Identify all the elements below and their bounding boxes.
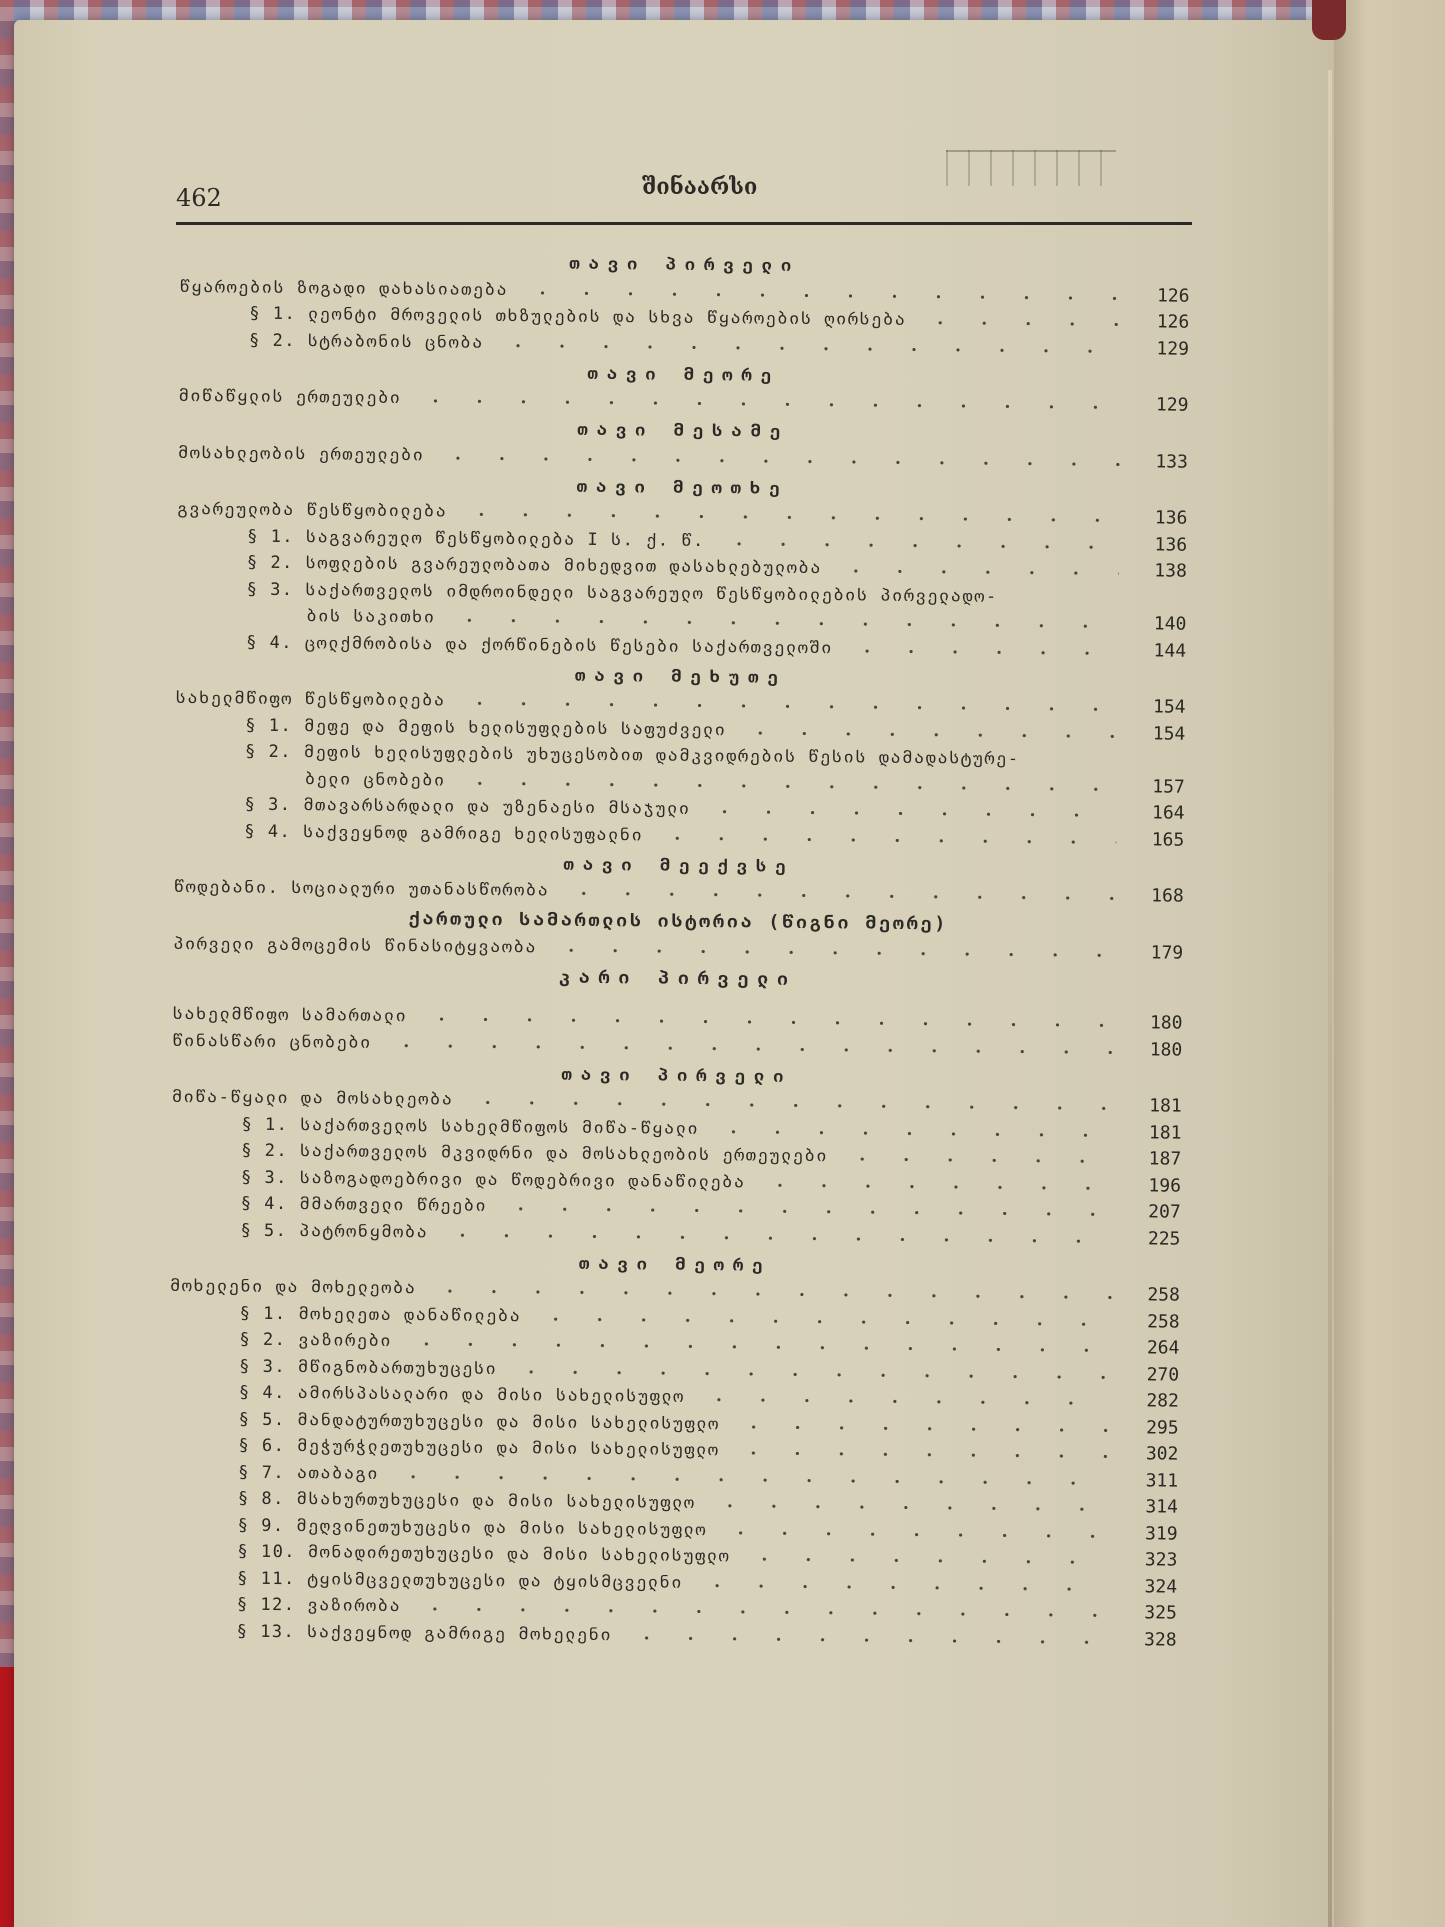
dot-leader [758, 1183, 1113, 1189]
entry-page-number: 133 [1155, 450, 1189, 473]
dot-leader [711, 1130, 1113, 1137]
entry-page-number: 181 [1149, 1095, 1182, 1117]
entry-page-number: 196 [1148, 1174, 1182, 1197]
entry-title: § 1. საქართველოს სახელმწიფოს მიწა-წყალი [241, 1114, 700, 1139]
entry-page-number: 328 [1143, 1628, 1177, 1651]
dot-leader [458, 781, 1117, 790]
entry-title: მიწა-წყალი და მოსახლეობა [171, 1086, 454, 1110]
dot-leader [708, 1504, 1110, 1511]
entry-page-number: 136 [1154, 507, 1188, 529]
entry-title: § 4. ცოლქმრობისა და ქორწინების წესები საქართველოში [246, 632, 833, 658]
entry-page-number: 311 [1145, 1469, 1179, 1492]
entry-page-number: 264 [1146, 1337, 1180, 1359]
entry-title: გვარეულობა წესწყობილება [177, 498, 448, 522]
entry-title: § 4. ამირსპასალარი და მისი სახელისუფლო [238, 1382, 685, 1407]
dot-leader [719, 1531, 1110, 1538]
dot-leader [742, 1557, 1109, 1564]
entry-title: ბის საკითხი [306, 606, 436, 628]
entry-title: § 3. საზოგადოებრივი და წოდებრივი დანაწილება [240, 1167, 746, 1192]
entry-title: მოსახლეობის ერთეულები [177, 442, 425, 465]
entry-page-number: 258 [1147, 1310, 1180, 1333]
entry-page-number: 295 [1146, 1416, 1179, 1439]
heading-text: თავი მეექვსე [563, 854, 795, 877]
dot-leader [496, 344, 1121, 353]
entry-page-number: 302 [1145, 1443, 1179, 1465]
table-of-contents [167, 240, 1190, 1650]
dot-leader [413, 399, 1120, 409]
entry-page-number: 207 [1148, 1201, 1181, 1223]
dot-leader [391, 1475, 1110, 1485]
entry-title: წინასწარი ცნობები [172, 1030, 372, 1053]
entry-page-number: 179 [1150, 941, 1184, 964]
dot-leader [447, 619, 1118, 628]
dot-leader [404, 1342, 1111, 1352]
entry-title: § 6. მეჭურჭლეთუხუცესი და მისი სახელისუფლო [238, 1435, 720, 1461]
entry-page-number: 129 [1156, 337, 1190, 360]
entry-title: წოდებანი. სოციალური უთანასწორობა [173, 876, 550, 901]
entry-title: § 2. მეფის ხელისუფლების უხუცესობით დამკვიდრების წესის დამადასტურე- [244, 741, 1020, 770]
dot-leader [624, 1636, 1108, 1644]
entry-title: პირველი გამოცემის წინასიტყვაობა [173, 933, 538, 957]
entry-page-number: 258 [1147, 1284, 1181, 1306]
library-stamp [946, 150, 1116, 186]
entry-title: § 3. მთავარსარდალი და უზენაესი მსაჯული [244, 794, 691, 819]
page-number: 462 [176, 184, 222, 212]
entry-page-number: 157 [1152, 775, 1185, 798]
page-fold [1328, 70, 1332, 1927]
entry-page-number: 325 [1144, 1602, 1177, 1624]
entry-page-number: 154 [1152, 696, 1186, 718]
entry-title: § 2. სოფლების გვარეულობათა მიხედვით დასახლებულობა [246, 552, 822, 579]
dot-leader [697, 1398, 1111, 1405]
entry-page-number: 126 [1156, 284, 1190, 307]
dot-leader [413, 1607, 1109, 1617]
dot-leader [428, 1289, 1112, 1299]
page-header [176, 162, 1192, 225]
entry-page-number: 187 [1148, 1148, 1182, 1170]
entry-title: § 4. მმართველი წრეები [240, 1193, 488, 1216]
heading-text: თავი პირველი [569, 253, 801, 276]
heading-text: ქართული სამართლის ისტორია (წიგნი მეორე) [408, 908, 949, 935]
dot-leader [695, 1584, 1109, 1591]
dot-leader [655, 836, 1116, 843]
entry-title: მოხელენი და მოხელეობა [169, 1275, 417, 1299]
entry-page-number: 168 [1151, 885, 1184, 907]
dot-leader [738, 731, 1117, 738]
entry-page-number: 154 [1152, 722, 1186, 745]
heading-text: თავი პირველი [561, 1064, 793, 1087]
next-page-edge [1334, 0, 1445, 1927]
dot-leader [702, 810, 1116, 817]
dot-leader [384, 1043, 1114, 1053]
dot-leader [549, 948, 1115, 956]
entry-page-number: 136 [1154, 533, 1188, 556]
bookmark-ribbon [1312, 0, 1346, 40]
entry-page-number: 181 [1148, 1121, 1182, 1144]
entry-page-number: 314 [1145, 1496, 1178, 1518]
dot-leader [732, 1451, 1111, 1458]
entry-title: § 1. ლეონტი მროველის თხზულების და სხვა წყაროების ღირსება [249, 303, 907, 330]
entry-page-number: 323 [1144, 1549, 1178, 1571]
heading-text: თავი მეორე [578, 1253, 772, 1276]
entry-title: მიწაწყლის ერთეულები [178, 385, 402, 409]
entry-page-number: 180 [1149, 1012, 1183, 1034]
entry-title: § 1. საგვარეულო წესწყობილება I ს. ქ. წ. [247, 526, 705, 551]
dot-leader [440, 1233, 1112, 1242]
entry-page-number: 165 [1151, 828, 1185, 851]
entry-page-number: 129 [1155, 394, 1189, 416]
dot-leader [419, 1017, 1114, 1027]
dot-leader [457, 702, 1117, 711]
entry-title: სახელმწიფო წესწყობილება [175, 687, 446, 711]
dot-leader [436, 456, 1120, 466]
dot-leader [465, 1101, 1113, 1110]
entry-title: § 2. ვაზირები [239, 1329, 393, 1352]
entry-title: § 9. მეღვინეთუხუცესი და მისი სახელისუფლო [237, 1515, 708, 1540]
dot-leader [845, 649, 1118, 655]
entry-title: § 2. საქართველოს მკვიდრნი და მოსახლეობის ერთეულები [241, 1140, 829, 1167]
dot-leader [717, 542, 1119, 549]
entry-title: § 1. მეფე და მეფის ხელისუფლების საფუძველი [245, 715, 727, 740]
heading-text: კარი პირველი [558, 966, 798, 990]
entry-title: § 13. საქვეყნოდ გამრიგე მოხელენი [236, 1621, 613, 1645]
dot-leader [499, 1207, 1113, 1216]
dot-leader [840, 1157, 1113, 1163]
entry-title: § 12. ვაზირობა [236, 1594, 402, 1617]
heading-text: თავი მეოთხე [576, 476, 789, 499]
entry-page-number: 319 [1145, 1522, 1178, 1545]
dot-leader [732, 1425, 1111, 1432]
entry-title: სახელმწიფო სამართალი [172, 1003, 408, 1027]
running-title: შინაარსი [642, 174, 758, 200]
entry-page-number: 126 [1156, 311, 1190, 333]
entry-page-number: 140 [1153, 613, 1187, 635]
entry-title: § 11. ტყისმცველთუხუცესი და ტყისმცველნი [237, 1568, 684, 1593]
entry-title: § 10. მონადირეთუხუცესი და მისი სახელისუფლო [237, 1541, 731, 1567]
entry-page-number: 164 [1151, 802, 1185, 824]
dot-leader [520, 291, 1121, 300]
entry-page-number: 225 [1147, 1227, 1181, 1250]
entry-title: § 3. საქართველოს იმდროინდელი საგვარეულო წესწყობილების პირველადო- [246, 579, 998, 607]
dot-leader [509, 1370, 1111, 1379]
heading-text: თავი მეხუთე [574, 665, 787, 688]
entry-title: § 5. პატრონყმობა [240, 1220, 429, 1242]
entry-title: § 3. მწიგნობართუხუცესი [239, 1356, 498, 1379]
entry-title: წყაროების ზოგადი დახასიათება [179, 276, 509, 300]
heading-text: თავი მესამე [577, 419, 790, 442]
entry-page-number: 144 [1153, 639, 1187, 662]
heading-text: თავი მეორე [587, 363, 780, 386]
entry-page-number: 138 [1154, 560, 1187, 582]
entry-page-number: 282 [1146, 1390, 1180, 1412]
dot-leader [459, 513, 1119, 522]
entry-title: § 2. სტრაბონის ცნობა [248, 330, 484, 353]
entry-title: § 4. საქვეყნოდ გამრიგე ხელისუფალნი [244, 821, 644, 845]
entry-title: § 1. მოხელეთა დანაწილება [239, 1303, 522, 1326]
dot-leader [834, 569, 1119, 575]
entry-title: § 5. მანდატურთუხუცესი და მისი სახელისუფლო [238, 1409, 720, 1434]
entry-title: § 7. ათაბაგი [238, 1462, 380, 1484]
entry-page-number: 180 [1149, 1038, 1183, 1061]
dot-leader [561, 892, 1115, 900]
entry-title: § 8. მსახურთუხუცესი და მისი სახელისუფლო [237, 1488, 696, 1514]
entry-page-number: 270 [1146, 1363, 1180, 1386]
entry-page-number: 324 [1144, 1575, 1178, 1598]
entry-title: ბელი ცნობები [304, 768, 446, 791]
dot-leader [533, 1317, 1111, 1326]
dot-leader [918, 321, 1121, 326]
